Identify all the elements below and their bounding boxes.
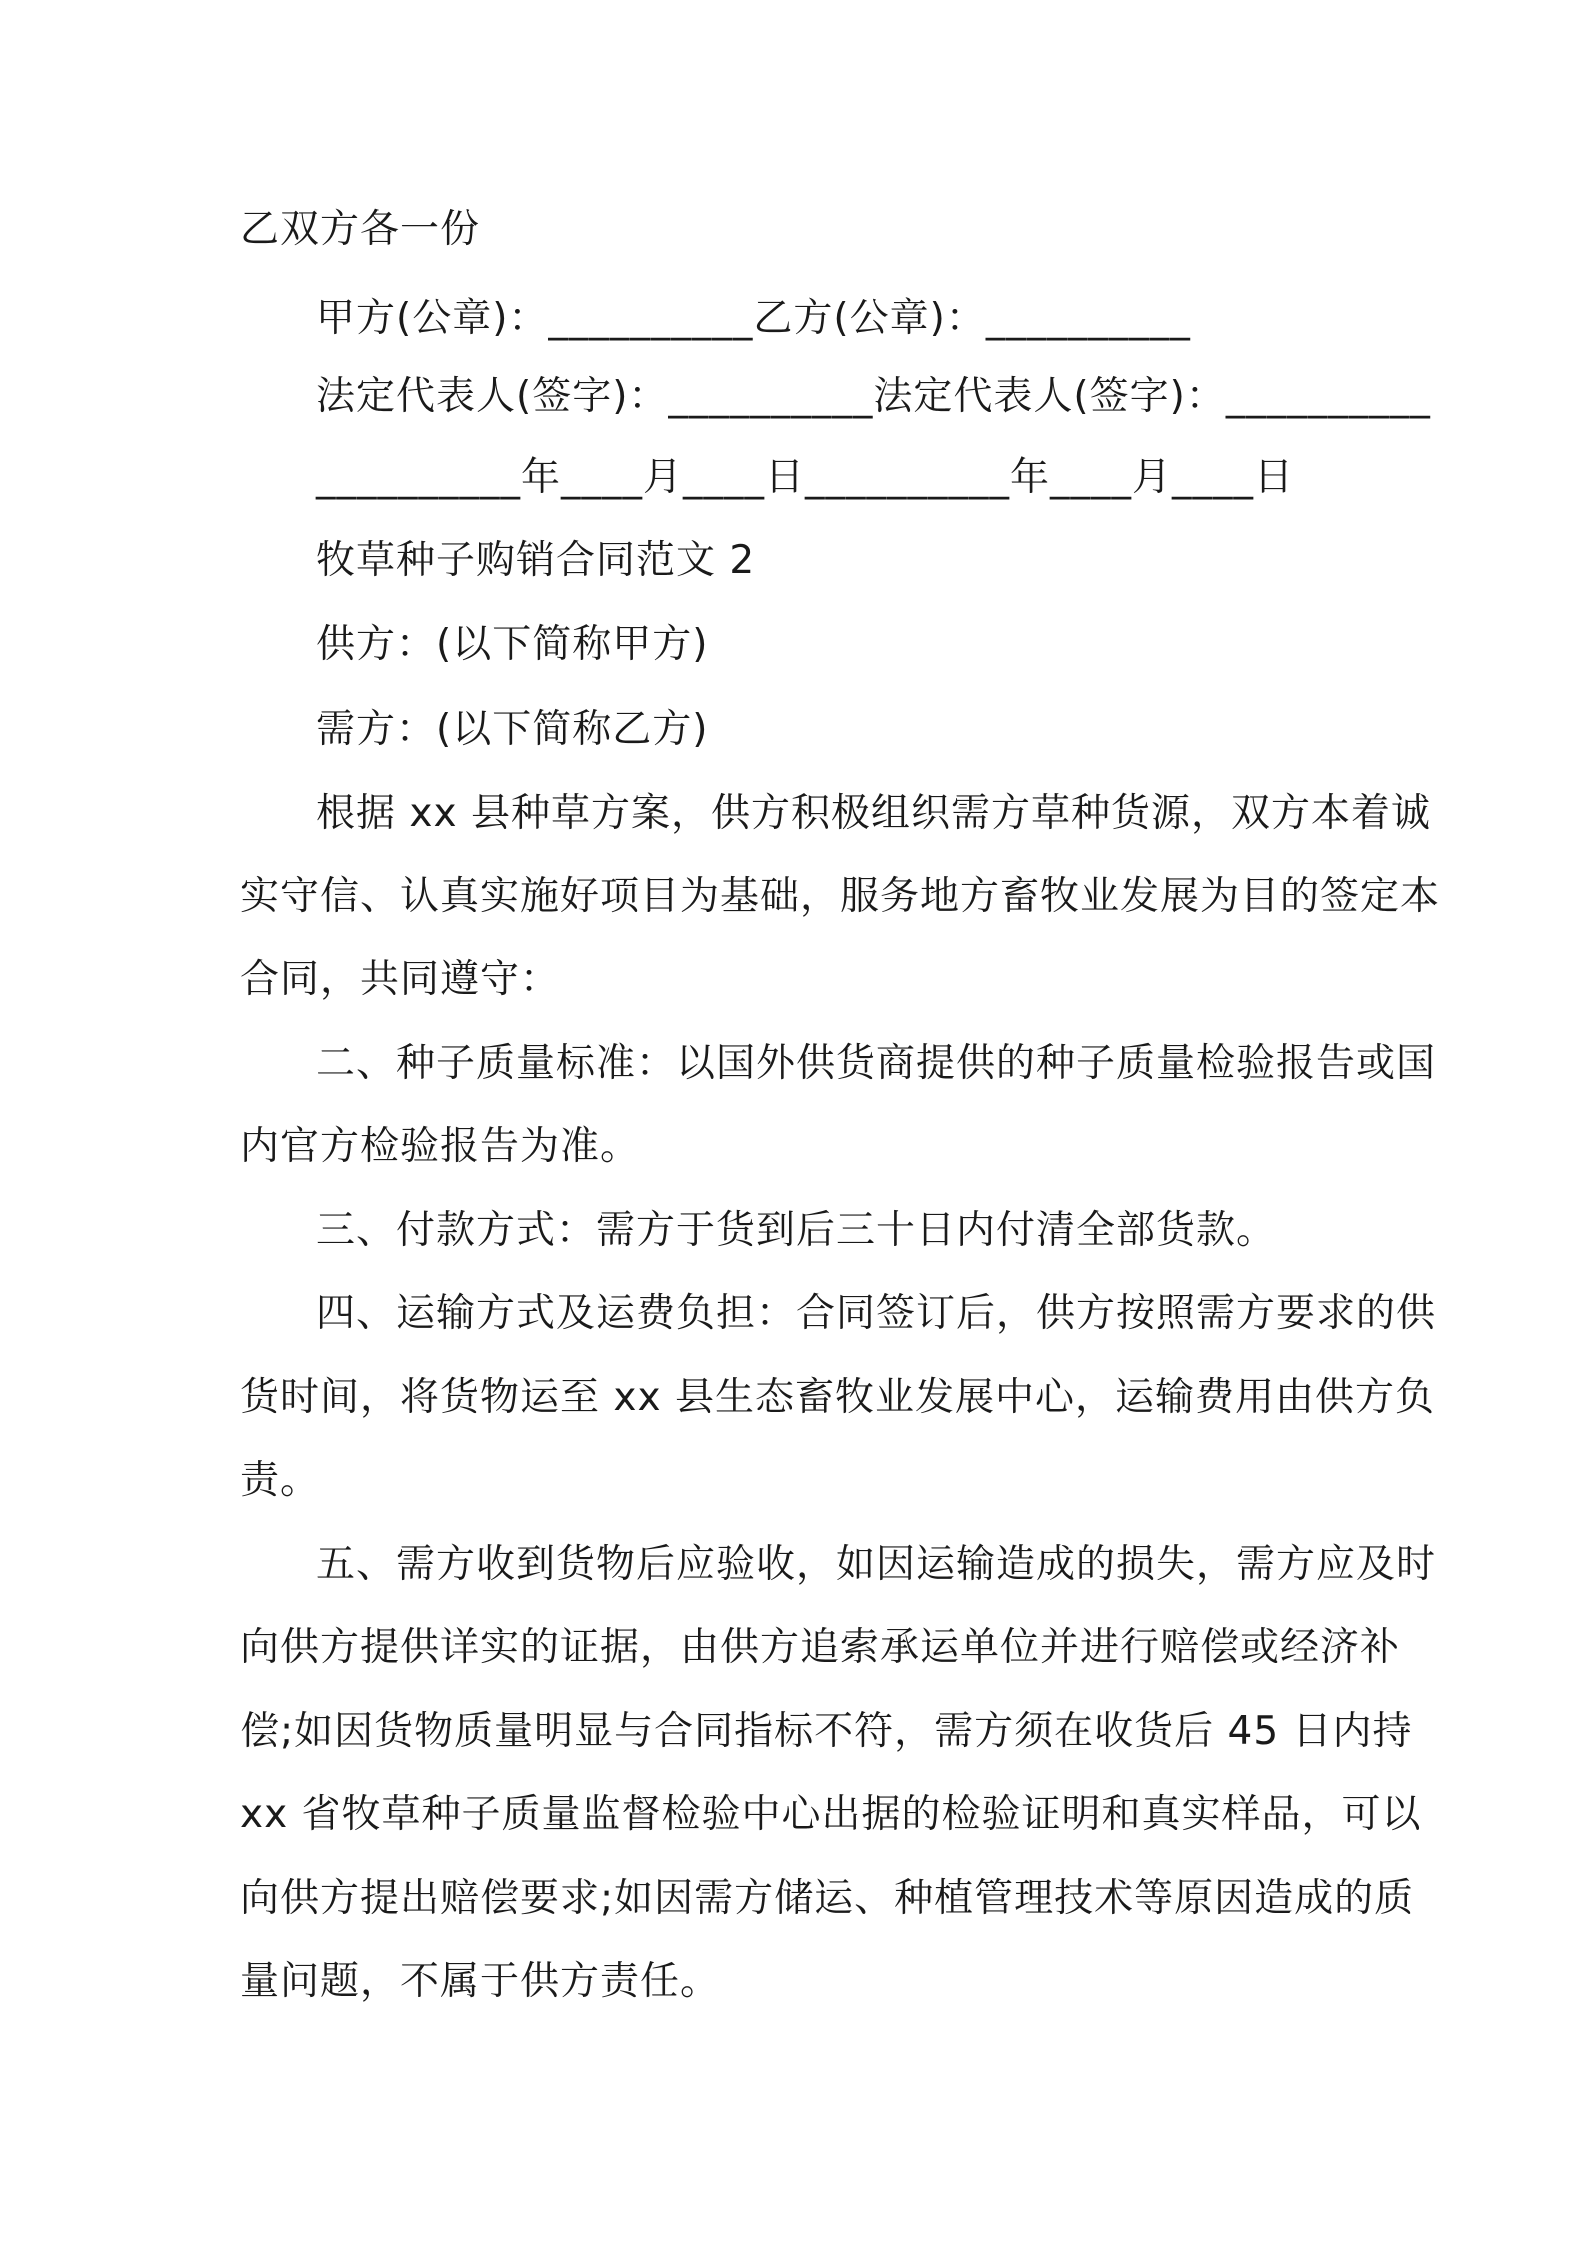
representative-signature-line: 法定代表人(签字)：__________法定代表人(签字)：__________: [316, 374, 1431, 419]
party-seal-line: 甲方(公章)：__________乙方(公章)：__________: [316, 296, 1191, 341]
paragraph-line: 根据 xx 县种草方案，供方积极组织需方草种货源，双方本着诚: [316, 791, 1431, 836]
paragraph-line: 合同，共同遵守：: [240, 957, 561, 1002]
paragraph-line: 五、需方收到货物后应验收，如因运输造成的损失，需方应及时: [316, 1542, 1437, 1587]
paragraph-line: 向供方提供详实的证据，由供方追索承运单位并进行赔偿或经济补: [240, 1625, 1401, 1670]
supplier-line: 供方：(以下简称甲方): [316, 622, 709, 667]
section-title: 牧草种子购销合同范文 2: [316, 538, 756, 583]
paragraph-line: 偿;如因货物质量明显与合同指标不符，需方须在收货后 45 日内持: [240, 1709, 1413, 1754]
paragraph-line: 实守信、认真实施好项目为基础，服务地方畜牧业发展为目的签定本: [240, 874, 1441, 919]
paragraph-line: 二、种子质量标准：以国外供货商提供的种子质量检验报告或国: [316, 1041, 1437, 1086]
paragraph-line: 内官方检验报告为准。: [240, 1124, 641, 1169]
date-line: __________年____月____日__________年____月____日: [316, 455, 1295, 500]
paragraph-line: 货时间，将货物运至 xx 县生态畜牧业发展中心，运输费用由供方负: [240, 1375, 1435, 1420]
paragraph-line: 量问题，不属于供方责任。: [240, 1959, 721, 2004]
paragraph-line: 责。: [240, 1458, 321, 1503]
buyer-line: 需方：(以下简称乙方): [316, 707, 709, 752]
paragraph-line: 向供方提出赔偿要求;如因需方储运、种植管理技术等原因造成的质: [240, 1876, 1415, 1921]
text-line: 乙双方各一份: [240, 207, 481, 252]
paragraph-line: xx 省牧草种子质量监督检验中心出据的检验证明和真实样品，可以: [240, 1792, 1422, 1837]
paragraph-line: 四、运输方式及运费负担：合同签订后，供方按照需方要求的供: [316, 1291, 1437, 1336]
paragraph-line: 三、付款方式：需方于货到后三十日内付清全部货款。: [316, 1208, 1277, 1253]
